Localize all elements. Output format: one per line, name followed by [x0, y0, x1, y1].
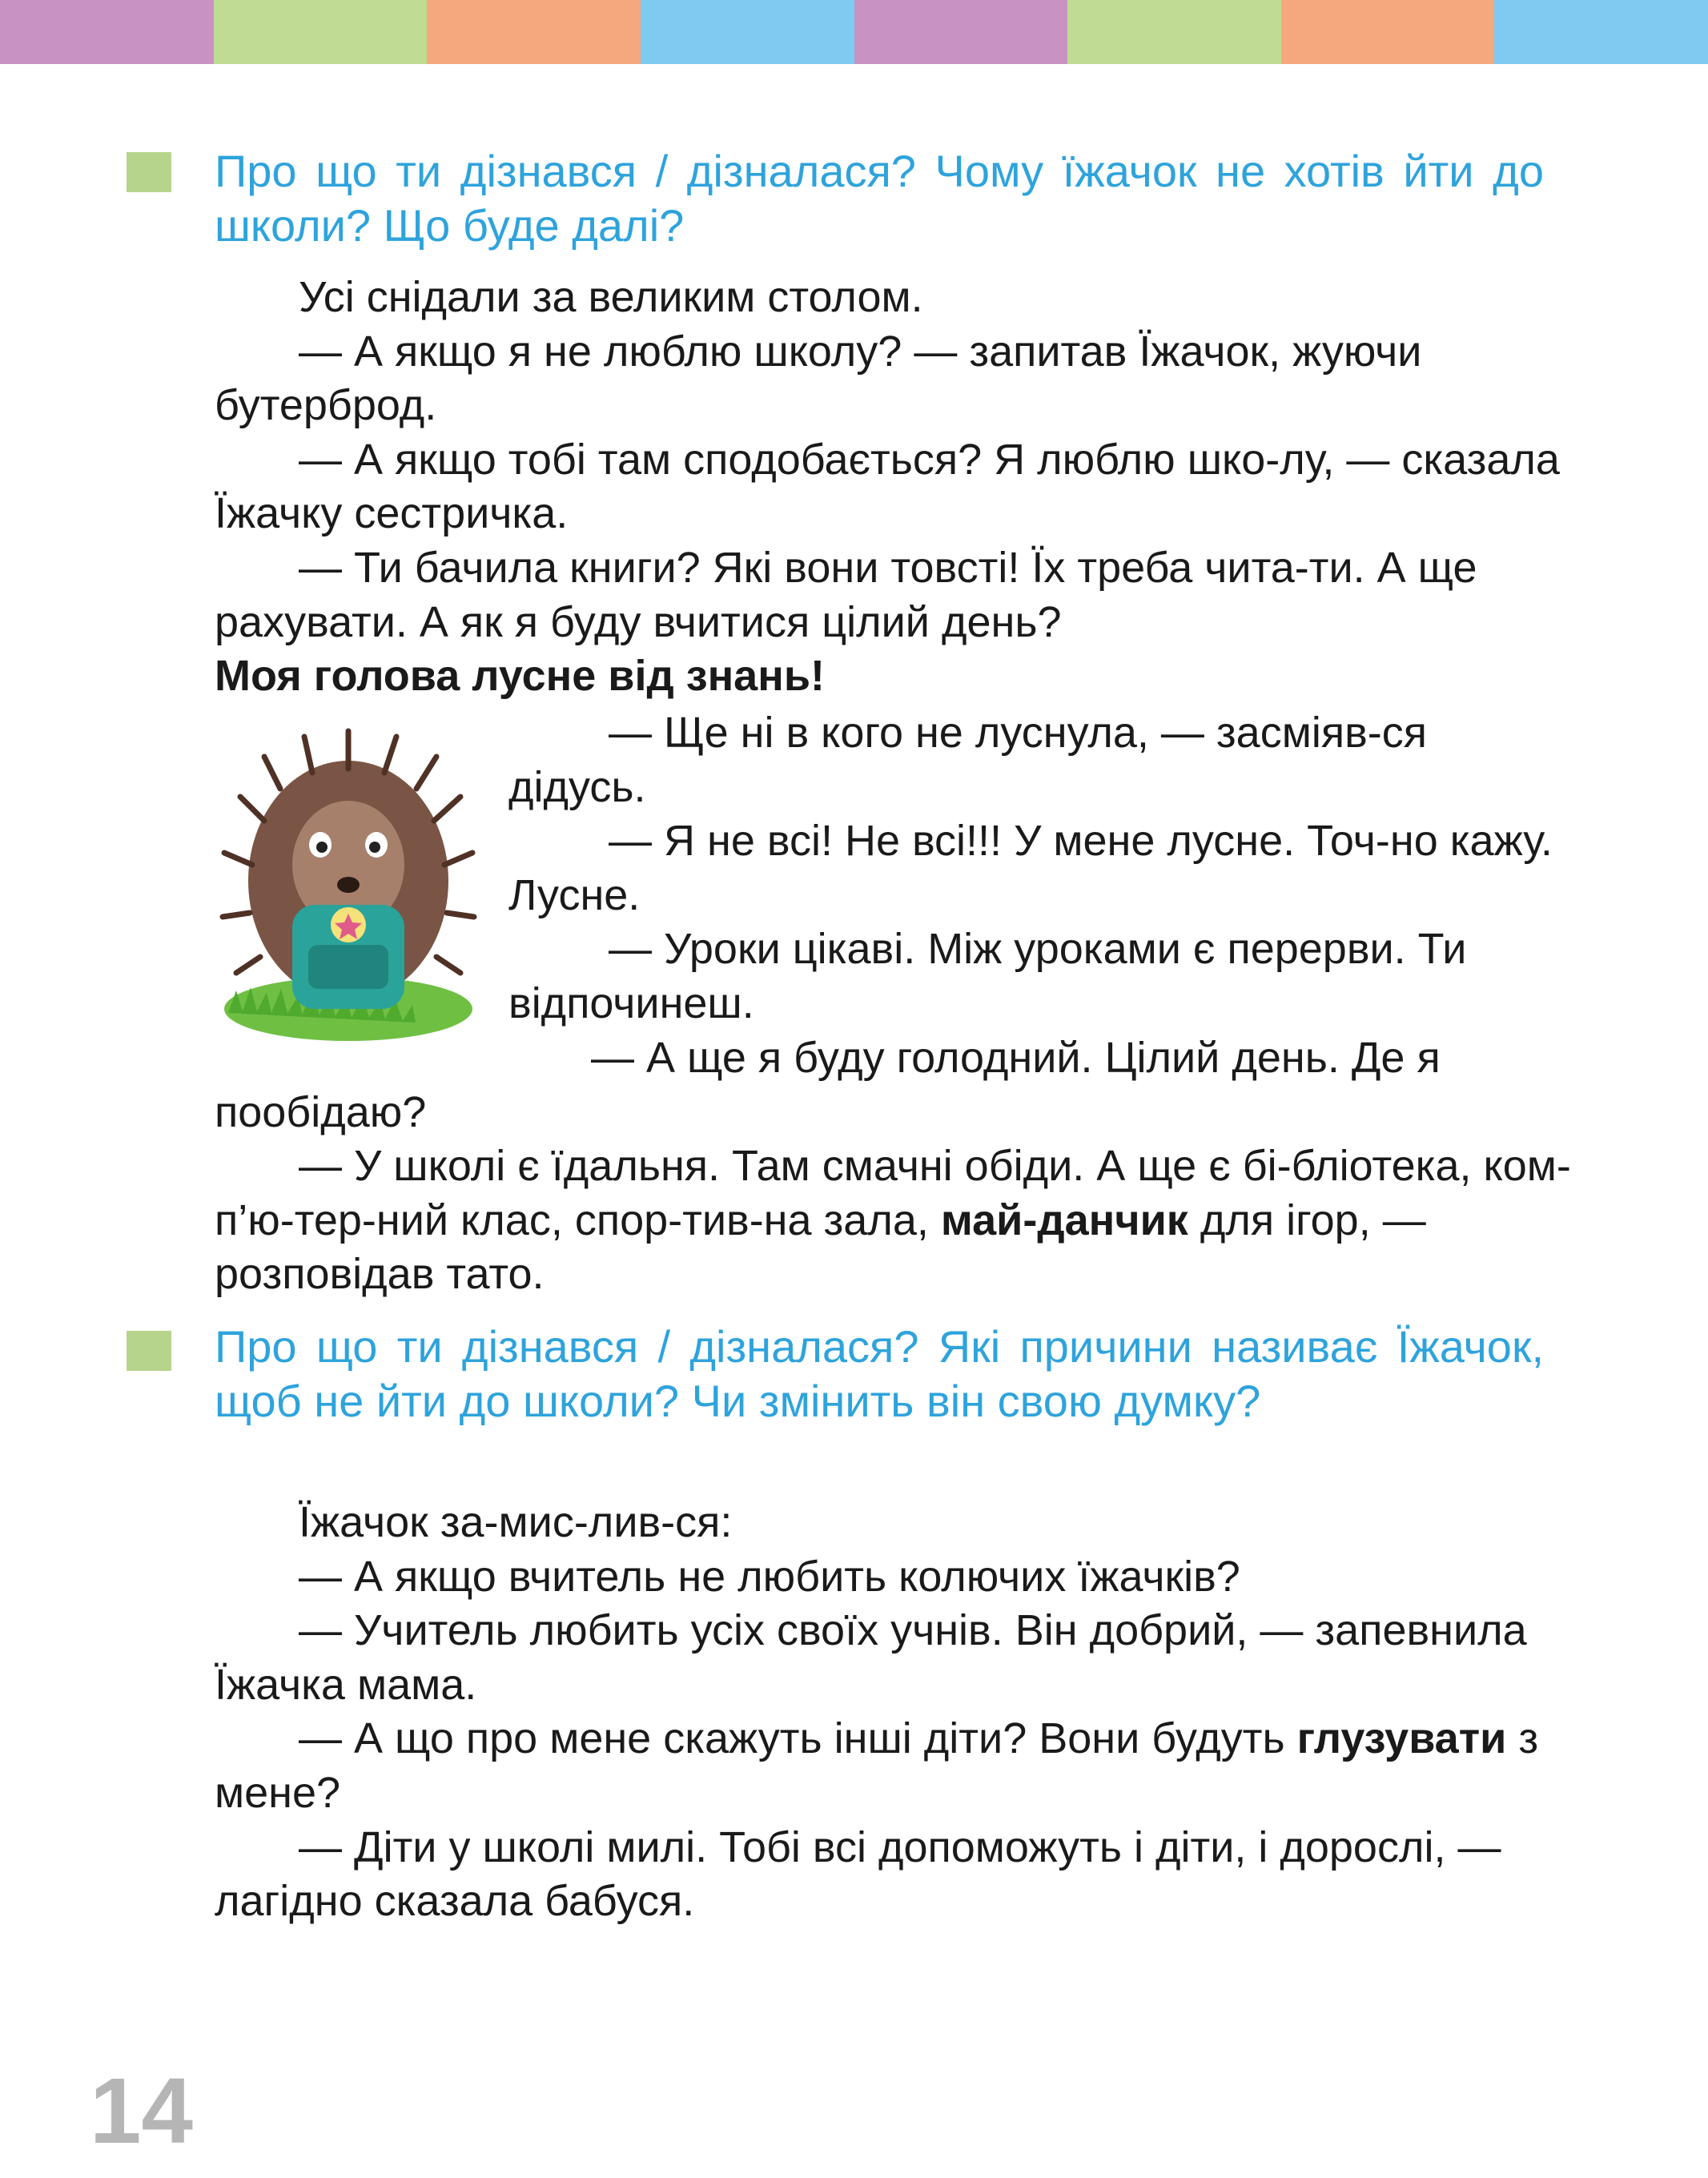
paragraph: — Уроки цікаві. Між уроками є перерви. Ти відпочинеш.: [508, 925, 1467, 1027]
paragraph: — А якщо тобі там сподобається? Я люблю шко-лу, — сказала Їжачку сестричка.: [215, 435, 1560, 538]
paragraph-text: — А що про мене скажуть інші діти? Вони будуть: [299, 1714, 1285, 1763]
paragraph: — Учитель любить усіх своїх учнів. Він добрий, — запевнила Їжачка мама.: [215, 1606, 1527, 1709]
color-strip-segment: [427, 0, 641, 64]
paragraph-text: — У школі є їдальня. Там смачні обіди. А ще є бі-бліотека, ком-п’ю-тер-ний клас, спор-тив-на зала,: [215, 1142, 1571, 1244]
color-strip-segment: [0, 0, 214, 64]
paragraph: [215, 1712, 1576, 1820]
paragraph: — Діти у школі милі. Тобі всі допоможуть і діти, і дорослі, — лагідно сказала бабуся.: [215, 1822, 1501, 1926]
paragraph-text: для ігор, — розповідав тато.: [215, 1195, 1426, 1299]
question-1-marker: [127, 152, 171, 192]
paragraph: — Ти бачила книги? Які вони товсті! Їх треба чита-ти. А ще рахувати. А як я буду вчитися цілий день?: [215, 543, 1477, 646]
paragraph: — Я не всі! Не всі!!! У мене лусне. Точ-но кажу. Лусне.: [508, 817, 1553, 919]
paragraph: [215, 1139, 1576, 1302]
paragraph: — А якщо я не люблю школу? — запитав Їжачок, жуючи бутерброд.: [215, 327, 1422, 430]
passage-2: [215, 1496, 1576, 1929]
header-color-strip: [0, 0, 1708, 64]
bold-word: глузувати: [1296, 1714, 1507, 1763]
bold-word: май-данчик: [940, 1195, 1188, 1244]
color-strip-segment: [1067, 0, 1281, 64]
passage-1-top: [215, 271, 1576, 704]
paragraph: Їжачок за-мис-лив-ся:: [299, 1498, 733, 1546]
bold-sentence: Моя голова лусне від знань!: [215, 652, 826, 701]
question-2-marker: [127, 1331, 171, 1371]
paragraph-text: з мене?: [215, 1714, 1539, 1817]
color-strip-segment: [214, 0, 428, 64]
paragraph: — Ще ні в кого не луснула, — засміяв-ся дідусь.: [508, 709, 1427, 811]
passage-1-bottom: [215, 1031, 1576, 1302]
page-number: 14: [90, 2059, 194, 2163]
color-strip-segment: [641, 0, 854, 64]
paragraph-text: — А ще я буду голодний. Цілий день. Де я пообідаю?: [215, 1034, 1441, 1136]
color-strip-segment: [1494, 0, 1708, 64]
paragraph: [215, 1031, 1576, 1139]
question-1: Про що ти дізнався / дізналася? Чому їжачок не хотів йти до школи? Що буде далі?: [215, 146, 1544, 251]
color-strip-segment: [854, 0, 1068, 64]
paragraph: Усі снідали за великим столом.: [299, 273, 923, 321]
hedgehog-with-backpack-icon: [216, 725, 480, 1041]
passage-1-side: [508, 706, 1573, 1031]
question-2: Про що ти дізнався / дізналася? Які причини називає Їжачок, щоб не йти до школи? Чи змінить він свою думку?: [215, 1321, 1544, 1426]
paragraph: — А якщо вчитель не любить колючих їжачків?: [299, 1552, 1240, 1601]
color-strip-segment: [1281, 0, 1495, 64]
